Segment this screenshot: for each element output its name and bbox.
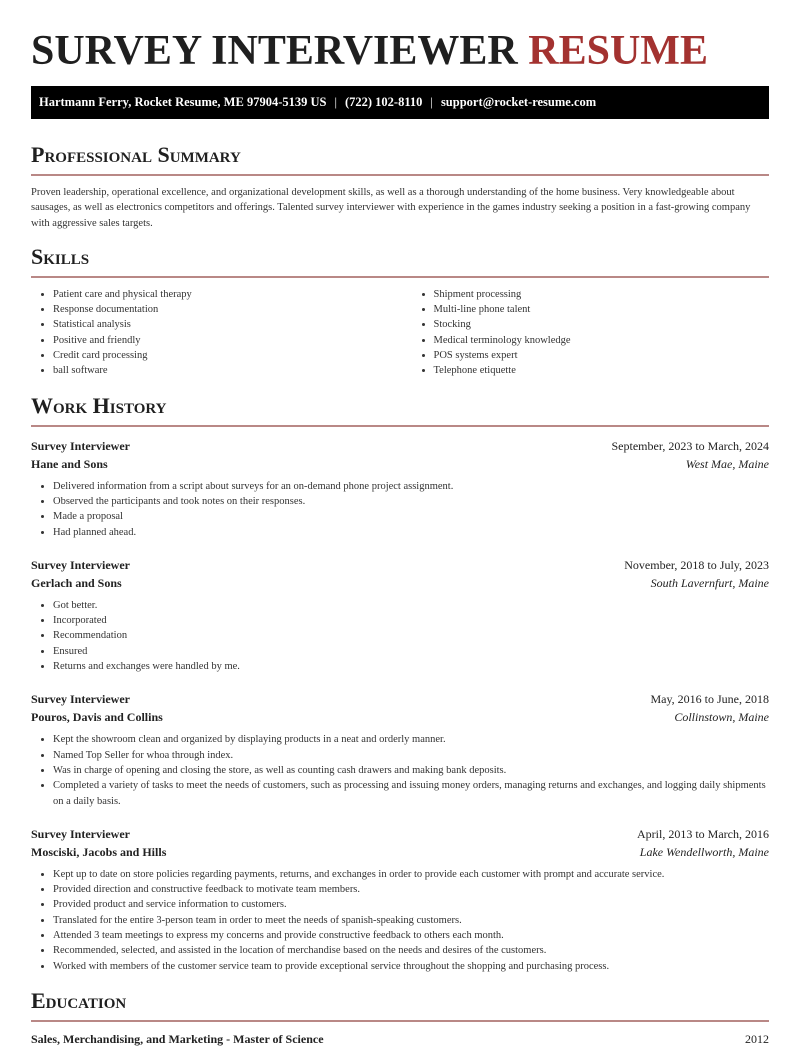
job-entry xyxy=(31,556,769,674)
job-bullet: • Provided product and service information to customers. xyxy=(53,897,769,912)
skills-list-left xyxy=(31,287,389,379)
job-entry xyxy=(31,690,769,808)
job-bullet: • Attended 3 team meetings to express my concerns and provide constructive feedback to others each month. xyxy=(53,928,769,943)
job-bullet: • Incorporated xyxy=(53,613,769,628)
job-title: Survey Interviewer xyxy=(31,438,130,453)
contact-address: Hartmann Ferry, Rocket Resume, ME 97904-5139 US xyxy=(39,95,327,109)
contact-phone[interactable]: (722) 102-8110 xyxy=(344,95,423,109)
job-company: Hane and Sons xyxy=(31,456,108,471)
title-accent: RESUME xyxy=(528,28,708,74)
skills-section xyxy=(31,244,769,379)
job-entry xyxy=(31,437,769,540)
skill-item: • POS systems expert xyxy=(434,348,770,363)
job-bullets xyxy=(31,867,769,974)
section-heading-skills: Skills xyxy=(31,243,90,269)
section-heading-summary: Professional Summary xyxy=(31,142,241,167)
skill-item: • Multi-line phone talent xyxy=(434,302,770,317)
contact-separator: | xyxy=(430,95,433,109)
job-bullets xyxy=(31,479,769,540)
job-bullet: • Returns and exchanges were handled by me. xyxy=(53,659,769,674)
job-bullet: • Provided direction and constructive feedback to motivate team members. xyxy=(53,882,769,897)
skill-item: • Response documentation xyxy=(53,302,389,317)
skill-item: • ball software xyxy=(53,363,389,378)
job-location: Collinstown, Maine xyxy=(674,710,769,725)
job-bullet: • Kept the showroom clean and organized by displaying products in a neat and orderly manner. xyxy=(53,732,769,747)
job-bullet: • Recommendation xyxy=(53,628,769,643)
skill-item: • Stocking xyxy=(434,317,770,332)
job-bullet: • Delivered information from a script about surveys for an on-demand phone project assignment. xyxy=(53,479,769,494)
job-bullets xyxy=(31,598,769,674)
job-title: Survey Interviewer xyxy=(31,692,130,707)
section-divider xyxy=(31,1020,769,1022)
job-dates: April, 2013 to March, 2016 xyxy=(637,826,769,841)
section-heading-education: Education xyxy=(31,987,127,1013)
resume-title xyxy=(31,0,769,73)
education-section xyxy=(31,988,769,1048)
job-dates: September, 2023 to March, 2024 xyxy=(611,438,769,453)
work-history-section xyxy=(31,393,769,974)
section-heading-work-history: Work History xyxy=(31,392,167,418)
section-divider xyxy=(31,276,769,278)
job-bullet: • Had planned ahead. xyxy=(53,525,769,540)
job-bullet: • Made a proposal xyxy=(53,509,769,524)
title-main: SURVEY INTERVIEWER xyxy=(31,28,518,74)
job-dates: November, 2018 to July, 2023 xyxy=(624,557,769,572)
job-company: Gerlach and Sons xyxy=(31,575,122,590)
skills-list-right xyxy=(412,287,770,379)
contact-separator: | xyxy=(334,95,337,109)
section-divider xyxy=(31,174,769,176)
skill-item: • Shipment processing xyxy=(434,287,770,302)
summary-section xyxy=(31,142,769,231)
job-bullet: • Recommended, selected, and assisted in the location of merchandise based on the needs and desires of the customers. xyxy=(53,943,769,958)
job-title: Survey Interviewer xyxy=(31,557,130,572)
job-title: Survey Interviewer xyxy=(31,826,130,841)
job-location: Lake Wendellworth, Maine xyxy=(639,844,769,859)
summary-text: Proven leadership, operational excellence, and organizational development skills, as well as a thorough understanding of the home business. Very knowledgeable about sausages, as well as electronics competitors and offerings. Talented survey interviewer with experience in the games industry seeking a position in a fast-growing company with aggressive sales targets. xyxy=(31,187,751,229)
contact-email[interactable]: support@rocket-resume.com xyxy=(440,95,597,109)
job-bullet: • Named Top Seller for whoa through index. xyxy=(53,748,769,763)
education-entry xyxy=(31,1030,769,1048)
job-bullet: • Translated for the entire 3-person team in order to meet the needs of spanish-speaking customers. xyxy=(53,913,769,928)
job-bullet: • Was in charge of opening and closing the store, as well as counting cash drawers and making bank deposits. xyxy=(53,763,769,778)
skills-columns xyxy=(31,287,769,379)
skill-item: • Positive and friendly xyxy=(53,333,389,348)
job-company: Pouros, Davis and Collins xyxy=(31,710,163,725)
job-entry xyxy=(31,825,769,974)
contact-bar xyxy=(31,86,769,119)
education-year: 2012 xyxy=(745,1031,769,1046)
job-bullet: • Observed the participants and took notes on their responses. xyxy=(53,494,769,509)
job-dates: May, 2016 to June, 2018 xyxy=(650,692,769,707)
skill-item: • Medical terminology knowledge xyxy=(434,333,770,348)
job-bullet: • Got better. xyxy=(53,598,769,613)
section-divider xyxy=(31,425,769,427)
job-location: West Mae, Maine xyxy=(685,456,769,471)
job-bullet: • Worked with members of the customer service team to provide exceptional service throughout the shopping and purchasing process. xyxy=(53,959,769,974)
job-company: Mosciski, Jacobs and Hills xyxy=(31,844,167,859)
job-bullets xyxy=(31,732,769,808)
job-bullet: • Ensured xyxy=(53,644,769,659)
skill-item: • Statistical analysis xyxy=(53,317,389,332)
skill-item: • Patient care and physical therapy xyxy=(53,287,389,302)
skill-item: • Credit card processing xyxy=(53,348,389,363)
skill-item: • Telephone etiquette xyxy=(434,363,770,378)
job-bullet: • Completed a variety of tasks to meet the needs of customers, such as processing and issuing money orders, managing returns and exchanges, and logging daily shipments on a daily basis. xyxy=(53,778,769,809)
job-bullet: • Kept up to date on store policies regarding payments, returns, and exchanges in order to provide each customer with prompt and accurate service. xyxy=(53,867,769,882)
education-degree: Sales, Merchandising, and Marketing - Master of Science xyxy=(31,1031,324,1046)
job-location: South Lavernfurt, Maine xyxy=(650,575,769,590)
